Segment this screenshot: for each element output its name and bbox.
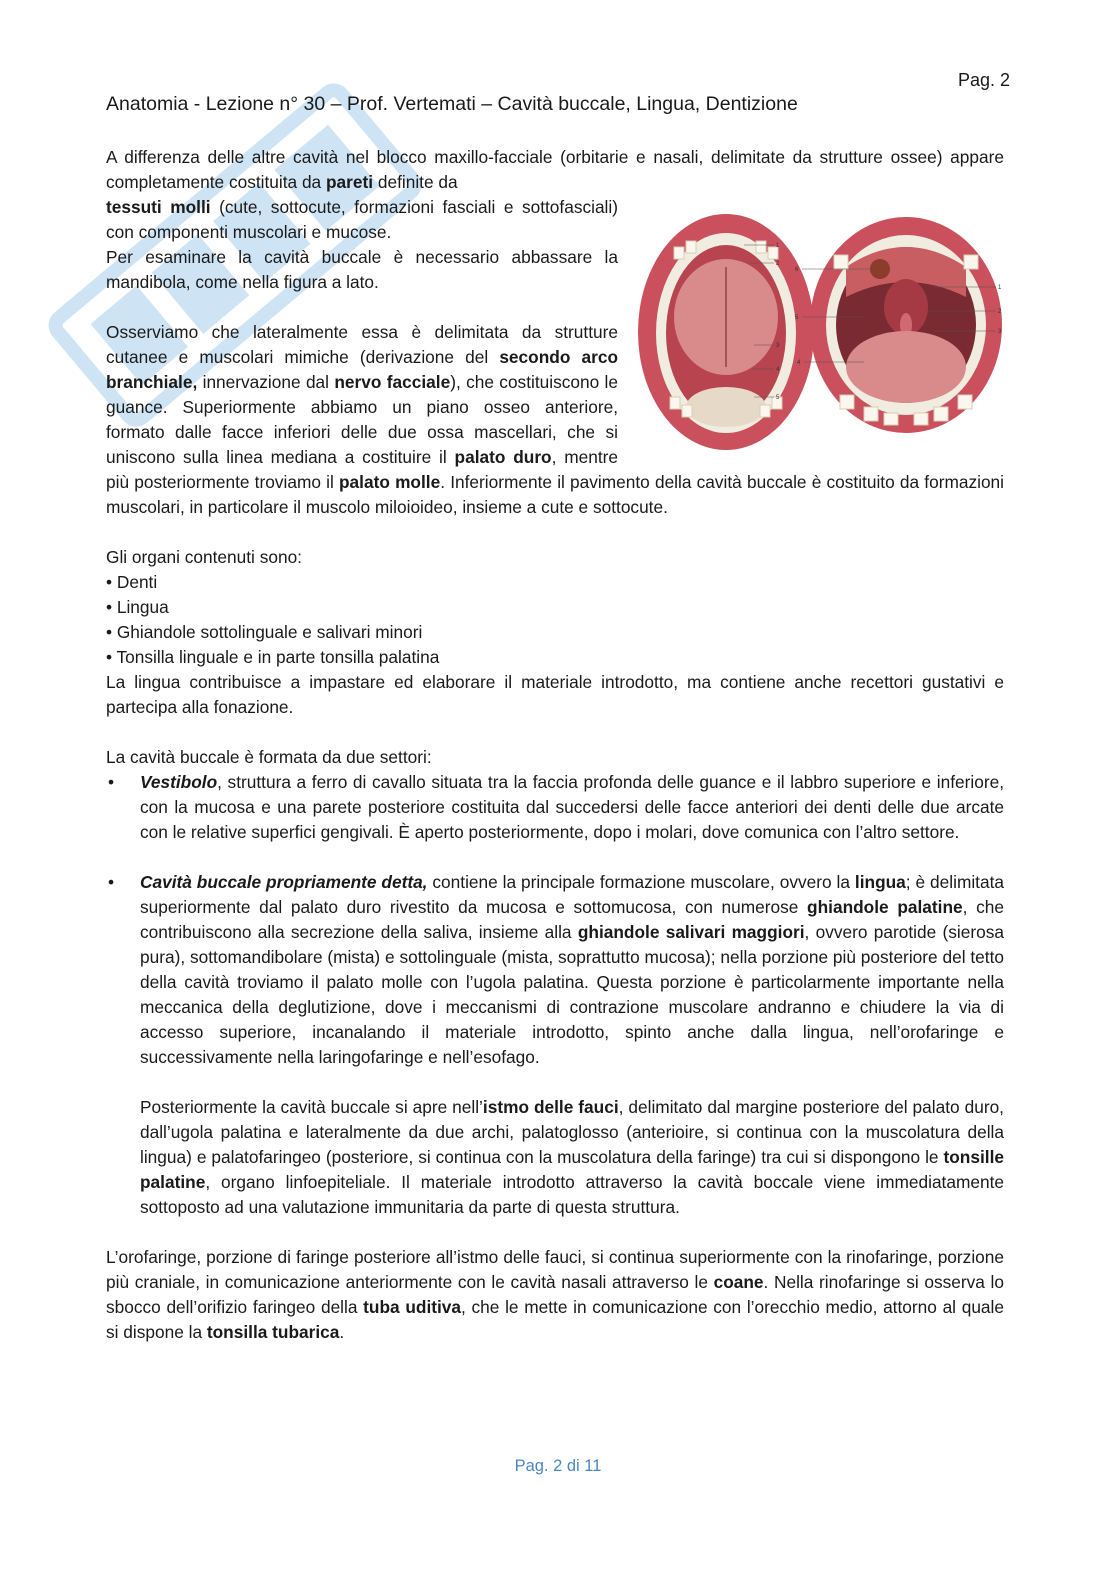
- page-number-top: Pag. 2: [957, 70, 1010, 90]
- figure-label: 1: [998, 285, 1002, 291]
- figure-label: 4: [776, 367, 780, 373]
- paragraph: Osserviamo che lateralmente essa è delimitata da strutture cutanee e muscolari mimiche (derivazione del secondo arco branchiale, innervazione dal nervo facciale), che costituiscono le guance. Superiormente abbiamo un piano osseo anteriore, formato dalle facce inferiori delle due ossa mascellari, che si uniscono sulla linea mediana a costituire il palato duro, mentre più posteriormente troviamo il palato molle. Inferiormente il pavimento della cavità buccale è costituito da formazioni muscolari, in particolare il muscolo miloioideo, insieme a cute e sottocute.: [106, 322, 1005, 517]
- list-item: • Vestibolo, struttura a ferro di cavallo situata tra la faccia profonda delle guance e il labbro superiore e inferiore, con la mucosa e una parete posteriore costituita dal succedersi delle facce anteriori dei denti delle due arcate con le relative superfici gengivali. È aperto posteriormente, dopo i molari, dove comunica con l’altro settore.: [108, 772, 1004, 842]
- intro-line: A differenza delle altre cavità nel blocco maxillo-facciale (orbitarie e nasali, delimitate da strutture ossee) appare completamente costituita da pareti definite da: [106, 147, 1004, 192]
- list-item: • Denti: [106, 572, 158, 592]
- paragraph: L’orofaringe, porzione di faringe posteriore all’istmo delle fauci, si continua superiormente con la rinofaringe, porzione più craniale, in comunicazione anteriormente con le cavità nasali attraverso le coane. Nella rinofaringe si osserva lo sbocco dell’orifizio faringeo della tuba uditiva, che le mette in comunicazione con l’orecchio medio, attorno al quale si dispone la tonsilla tubarica.: [106, 1247, 1004, 1342]
- organs-intro: Gli organi contenuti sono:: [106, 547, 302, 567]
- figure-label: 5: [795, 315, 799, 321]
- list-item: • Cavità buccale propriamente detta, contiene la principale formazione muscolare, ovvero la lingua; è delimitata superiormente dal palato duro rivestito da mucosa e sottomucosa, con numerose ghiandole palatine, che contribuiscono alla secrezione della saliva, insieme alla ghiandole salivari maggiori, ovvero parotide (sierosa pura), sottomandibolare (mista) e sottolinguale (mista, soprattutto mucosa); nella porzione più posteriore del tetto della cavità troviamo il palato molle con l’ugola palatina. Questa porzione è particolarmente importante nella meccanica della deglutizione, dove i meccanismi di contrazione muscolare andranno e chiudere la via di accesso superiore, incanalando il materiale introdotto, spinto anche dalla lingua, nell’orofaringe e successivamente nella laringofaringe e nell’esofago.: [108, 872, 1004, 1067]
- oral-cavity-figure: [634, 207, 1004, 457]
- sectors-list: [106, 770, 1004, 1070]
- figure-label: 3: [776, 343, 780, 349]
- main-content: [106, 145, 1004, 1345]
- organs-list: [106, 570, 1004, 670]
- page-footer: Pag. 2 di 11: [514, 1457, 602, 1475]
- mouth-illustration-right: [810, 217, 1002, 433]
- list-item: • Tonsilla linguale e in parte tonsilla palatina: [106, 647, 440, 667]
- paragraph: tessuti molli (cute, sottocute, formazioni fasciali e sottofasciali) con componenti muscolari e mucose.: [106, 197, 618, 242]
- figure-label: 5: [776, 395, 780, 401]
- sectors-intro: La cavità buccale è formata da due settori:: [106, 747, 432, 767]
- paragraph: Posteriormente la cavità buccale si apre nell’istmo delle fauci, delimitato dal margine posteriore del palato duro, dall’ugola palatina e lateralmente da due archi, palatoglosso (anterioire, si continua con la muscolatura della lingua) e palatofaringeo (posteriore, si continua con la muscolatura della faringe) tra cui si dispongono le tonsille palatine, organo linfoepiteliale. Il materiale introdotto attraverso la cavità boccale viene immediatamente sottoposto ad una valutazione immunitaria da parte di questa struttura.: [140, 1097, 1004, 1217]
- list-item: • Lingua: [106, 597, 169, 617]
- document-header: Anatomia - Lezione n° 30 – Prof. Vertemati – Cavità buccale, Lingua, Dentizione: [106, 93, 798, 115]
- figure-label: 2: [998, 309, 1002, 315]
- figure-label: 1: [776, 243, 780, 249]
- figure-label: 2: [776, 261, 780, 267]
- figure-label: 6: [795, 267, 799, 273]
- list-item: • Ghiandole sottolinguale e salivari minori: [106, 622, 423, 642]
- mouth-illustration-left: [638, 214, 814, 450]
- paragraph: La lingua contribuisce a impastare ed elaborare il materiale introdotto, ma contiene anche recettori gustativi e partecipa alla fonazione.: [106, 672, 1004, 717]
- figure-label: 4: [797, 360, 801, 366]
- figure-label: 3: [998, 329, 1002, 335]
- paragraph: Per esaminare la cavità buccale è necessario abbassare la mandibola, come nella figura a lato.: [106, 247, 618, 292]
